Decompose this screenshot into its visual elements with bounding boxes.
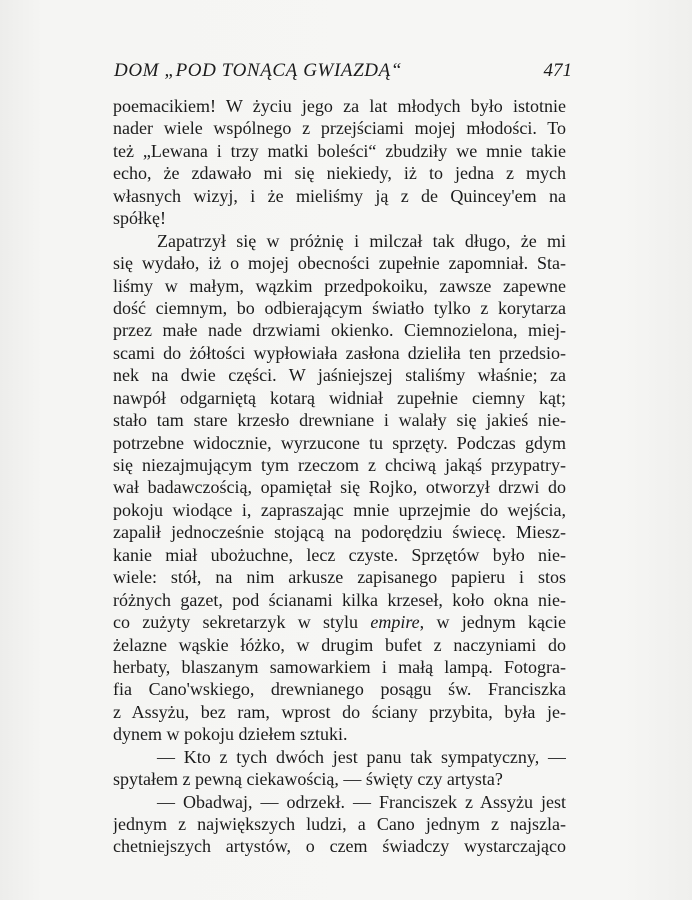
text-line: potrzebne widocznie, wyrzucone tu sprzęty. Podczas gdym	[113, 432, 566, 453]
text-line: — Obadwaj, — odrzekł. — Franciszek z Assyżu jest	[157, 791, 566, 812]
text-line: Zapatrzył się w próżnię i milczał tak długo, że mi	[157, 230, 566, 251]
text-line: nawpół odgarniętą kotarą widniał zupełnie ciemny kąt;	[113, 387, 566, 408]
text-line: co zużyty sekretarzyk w stylu empire, w jednym kącie	[113, 612, 566, 633]
text-line: stało tam stare krzesło drewniane i walały się jakieś nie-	[113, 410, 566, 431]
text-line: się niezajmującym tym rzeczom z chciwą jakąś przypatry-	[113, 455, 566, 475]
text-line: wiele: stół, na nim arkusze zapisanego papieru i stos	[113, 567, 566, 588]
text-line: spółkę!	[113, 208, 166, 229]
text-line: się wydało, iż o mojej obecności zupełnie zapomniał. Sta-	[113, 253, 566, 274]
text-line: dynem w pokoju dziełem sztuki.	[113, 724, 348, 745]
text-line: zapalił jednocześnie stojącą na podorędziu świecę. Miesz-	[113, 522, 566, 543]
text-line: nek na dwie części. W jaśniejszej staliśmy właśnie; za	[113, 365, 566, 386]
text-line: wał badawczością, opamiętał się Rojko, otworzył drzwi do	[113, 477, 566, 498]
running-head	[114, 58, 574, 86]
text-line: z Assyżu, bez ram, wprost do ściany przybita, była je-	[113, 701, 566, 722]
text-line: pokoju wiodące i, zapraszając mnie uprzejmie do wejścia,	[113, 499, 566, 520]
text-line: chetniejszych artystów, o czem świadczy wystarczająco	[113, 836, 566, 857]
text-line: jednym z największych ludzi, a Cano jednym z najszla-	[113, 814, 566, 834]
text-line: też „Lewana i trzy matki boleści“ zbudziły we mnie takie	[113, 140, 566, 161]
text-line: dość ciemnym, bo odbierającym światło tylko z korytarza	[113, 297, 566, 318]
running-head-title: DOM „POD TONĄCĄ GWIAZDĄ“	[114, 60, 402, 81]
text-line: scami do żółtości wypłowiała zasłona dzieliła ten przedsio-	[113, 342, 566, 363]
text-line: fia Cano'wskiego, drewnianego posągu św. Franciszka	[113, 679, 566, 700]
text-line: spytałem z pewną ciekawością, — święty czy artysta?	[113, 769, 503, 790]
text-line: przez małe nade drzwiami okienko. Ciemnozielona, miej-	[113, 320, 566, 341]
text-line: różnych gazet, pod ścianami kilka krzeseł, koło okna nie-	[113, 589, 566, 610]
text-line: własnych wizyj, i że mieliśmy ją z de Quincey'em na	[113, 185, 566, 206]
text-line: echo, że zdawało mi się niekiedy, iż to jedna z mych	[113, 163, 566, 184]
text-line: poemacikiem! W życiu jego za lat młodych było istotnie	[113, 96, 566, 116]
page-number: 471	[543, 60, 572, 81]
text-line: żelazne wąskie łóżko, w drugim bufet z naczyniami do	[113, 634, 566, 655]
body-text	[113, 95, 566, 858]
text-line: — Kto z tych dwóch jest panu tak sympatyczny, —	[157, 746, 566, 767]
text-line: nader wiele wspólnego z przejściami mojej młodości. To	[113, 118, 566, 139]
text-line: kanie miał ubożuchne, lecz czyste. Sprzętów było nie-	[113, 544, 566, 565]
text-line: herbaty, blaszanym samowarkiem i małą lampą. Fotogra-	[113, 656, 566, 677]
text-line: liśmy w małym, wązkim przedpokoiku, zawsze zapewne	[113, 275, 566, 296]
